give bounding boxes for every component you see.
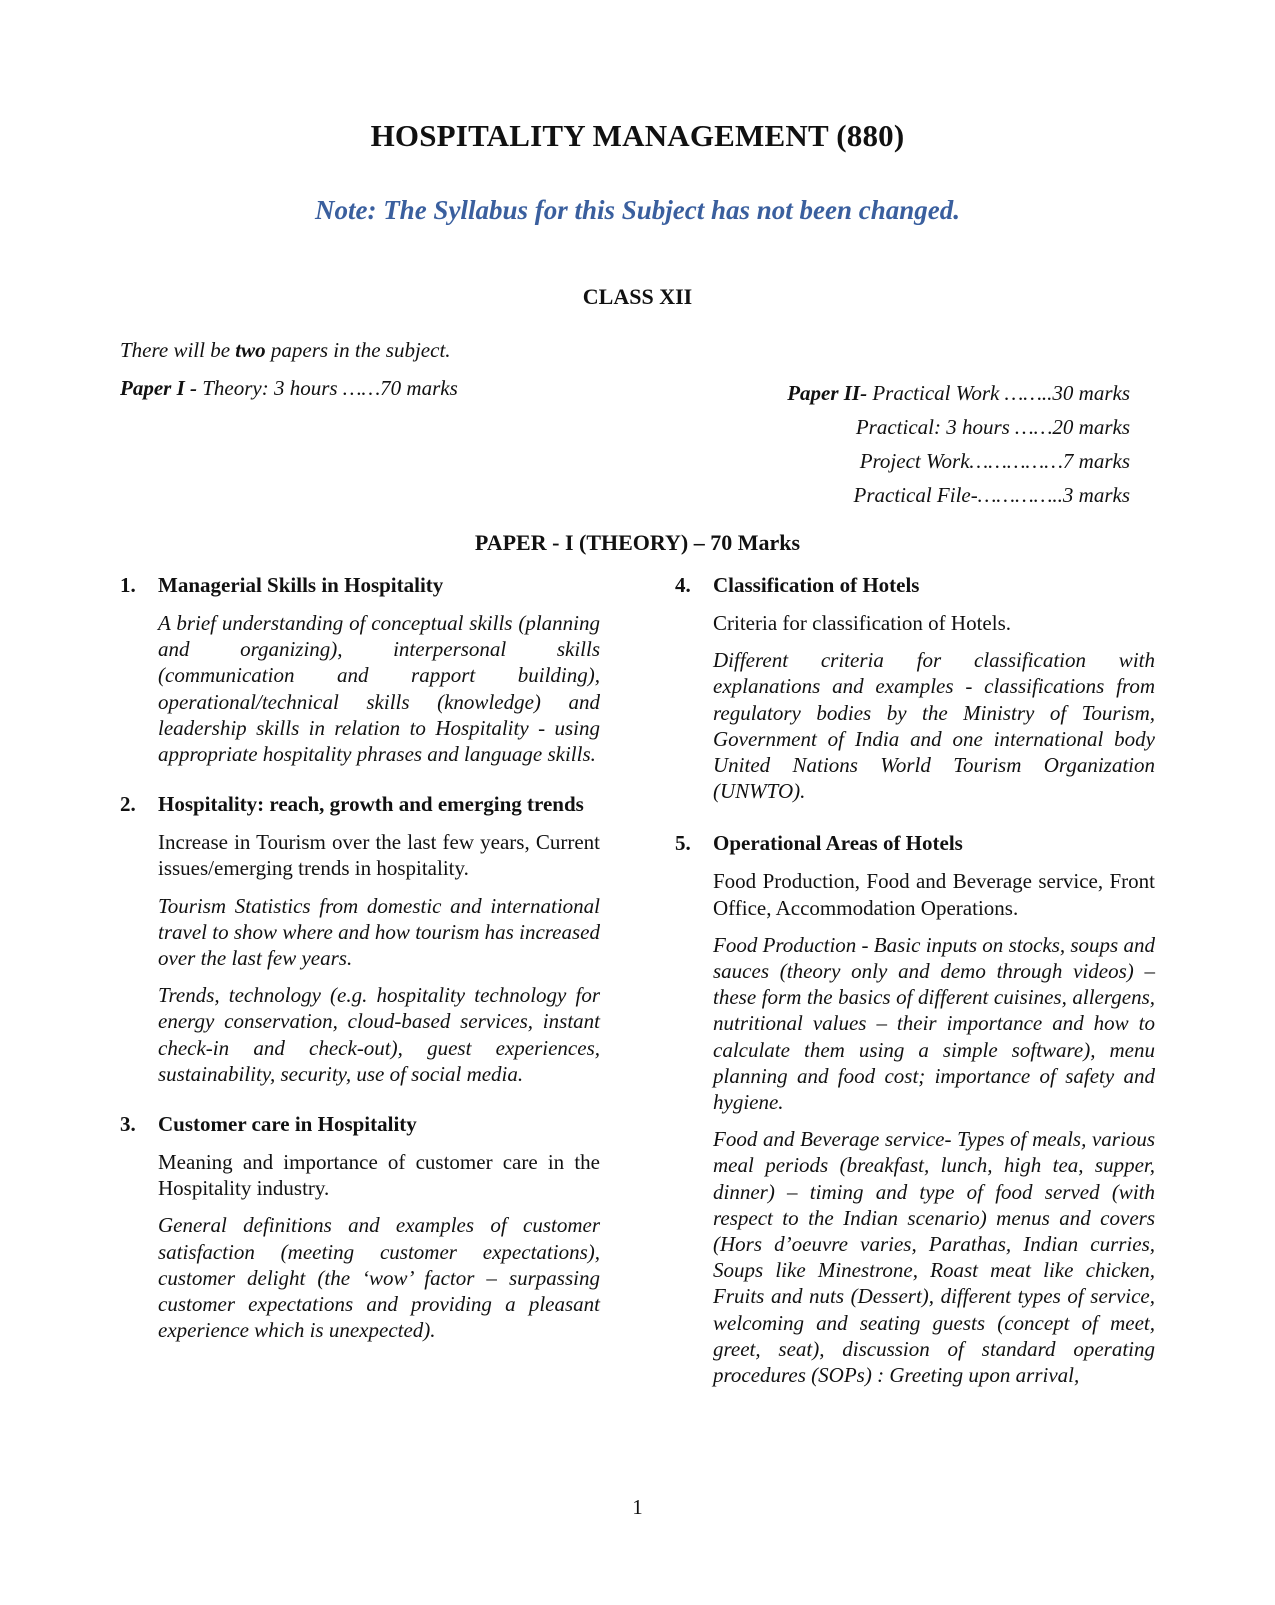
intro-bold: two [235, 338, 266, 362]
topic-block [120, 1111, 600, 1343]
topic-paragraph: Meaning and importance of customer care in the Hospitality industry. [158, 1150, 600, 1201]
topic-paragraph: General definitions and examples of customer satisfaction (meeting customer expectations), customer delight (the ‘wow’ factor – surpassing customer expectations and providing a pleasant experience which is unexpected). [158, 1213, 600, 1343]
topic-paragraph: Increase in Tourism over the last few years, Current issues/emerging trends in hospitality. [158, 830, 600, 881]
right-column [675, 572, 1155, 1412]
topic-number: 3. [120, 1112, 136, 1137]
topic-paragraph: Food Production, Food and Beverage service, Front Office, Accommodation Operations. [713, 869, 1155, 920]
topic-block [120, 572, 600, 767]
topic-paragraph: Food and Beverage service- Types of meals, various meal periods (breakfast, lunch, high tea, supper, dinner) – timing and type of food served (with respect to the Indian scenario) menus and covers (Hors d’oeuvre varies, Parathas, Indian curries, Soups like Minestrone, Roast meat like chicken, Fruits and nuts (Dessert), different types of service, welcoming and seating guests (concept of meet, greet, seat), discussion of standard operating procedures (SOPs) : Greeting upon arrival, [713, 1127, 1155, 1388]
topic-block [675, 572, 1155, 804]
topic-number: 1. [120, 573, 136, 597]
topic-paragraph: Trends, technology (e.g. hospitality technology for energy conservation, cloud-based services, instant check-in and check-out), guest experiences, sustainability, security, use of social media. [158, 983, 600, 1086]
topic-heading [120, 572, 600, 598]
topic-title: Classification of Hotels [713, 573, 920, 597]
topic-heading [120, 791, 600, 817]
paper2-first-line [610, 376, 1130, 410]
topic-heading [675, 572, 1155, 598]
syllabus-note: Note: The Syllabus for this Subject has not been changed. [314, 195, 961, 225]
paper2-text: Practical Work ……..30 marks [867, 381, 1130, 405]
topic-paragraph: Criteria for classification of Hotels. [713, 611, 1011, 635]
paper2-line: Project Work……………7 marks [859, 449, 1130, 473]
topic-heading [120, 1111, 600, 1137]
topic-paragraph: Different criteria for classification with explanations and examples - classifications from regulatory bodies by the Ministry of Tourism, Government of India and one international body United Nations World Tourism Organization (UNWTO). [713, 648, 1155, 804]
intro-before: There will be [120, 338, 236, 362]
topic-title: Hospitality: reach, growth and emerging trends [158, 792, 584, 817]
paper2-line: Practical: 3 hours ……20 marks [855, 415, 1130, 439]
paper1-text: Theory: 3 hours ……70 marks [197, 376, 458, 400]
topic-block [675, 830, 1155, 1388]
paper2-line: Practical File-…………..3 marks [853, 483, 1130, 507]
class-heading: CLASS XII [582, 284, 693, 309]
left-column [120, 572, 600, 1367]
paper2-label: Paper II- [787, 381, 868, 405]
topic-paragraph: Food Production - Basic inputs on stocks, soups and sauces (theory only and demo through videos) – these form the basics of different cuisines, allergens, nutritional values – their importance and how to calculate them using a simple software), menu planning and food cost; importance of safety and hygiene. [713, 932, 1155, 1115]
page-number: 1 [632, 1495, 643, 1519]
topic-block [120, 791, 600, 1087]
topic-number: 5. [675, 831, 691, 856]
page-title: HOSPITALITY MANAGEMENT (880) [370, 118, 905, 153]
section-heading: PAPER - I (THEORY) – 70 Marks [474, 530, 801, 555]
topic-number: 4. [675, 573, 691, 597]
topic-title: Operational Areas of Hotels [713, 831, 963, 856]
intro-after: papers in the subject. [265, 338, 451, 362]
intro-line [120, 338, 451, 363]
topic-heading [675, 830, 1155, 856]
topic-number: 2. [120, 792, 136, 817]
topic-paragraph: A brief understanding of conceptual skills (planning and organizing), interpersonal skills (communication and rapport building), operational/technical skills (knowledge) and leadership skills in relation to Hospitality - using appropriate hospitality phrases and language skills. [158, 611, 600, 767]
topic-title: Customer care in Hospitality [158, 1112, 417, 1137]
topic-title: Managerial Skills in Hospitality [158, 573, 444, 597]
paper1-info [120, 376, 458, 401]
paper2-info [610, 376, 1130, 512]
topic-paragraph: Tourism Statistics from domestic and international travel to show where and how tourism has increased over the last few years. [158, 893, 600, 971]
paper1-label: Paper I - [120, 376, 197, 400]
